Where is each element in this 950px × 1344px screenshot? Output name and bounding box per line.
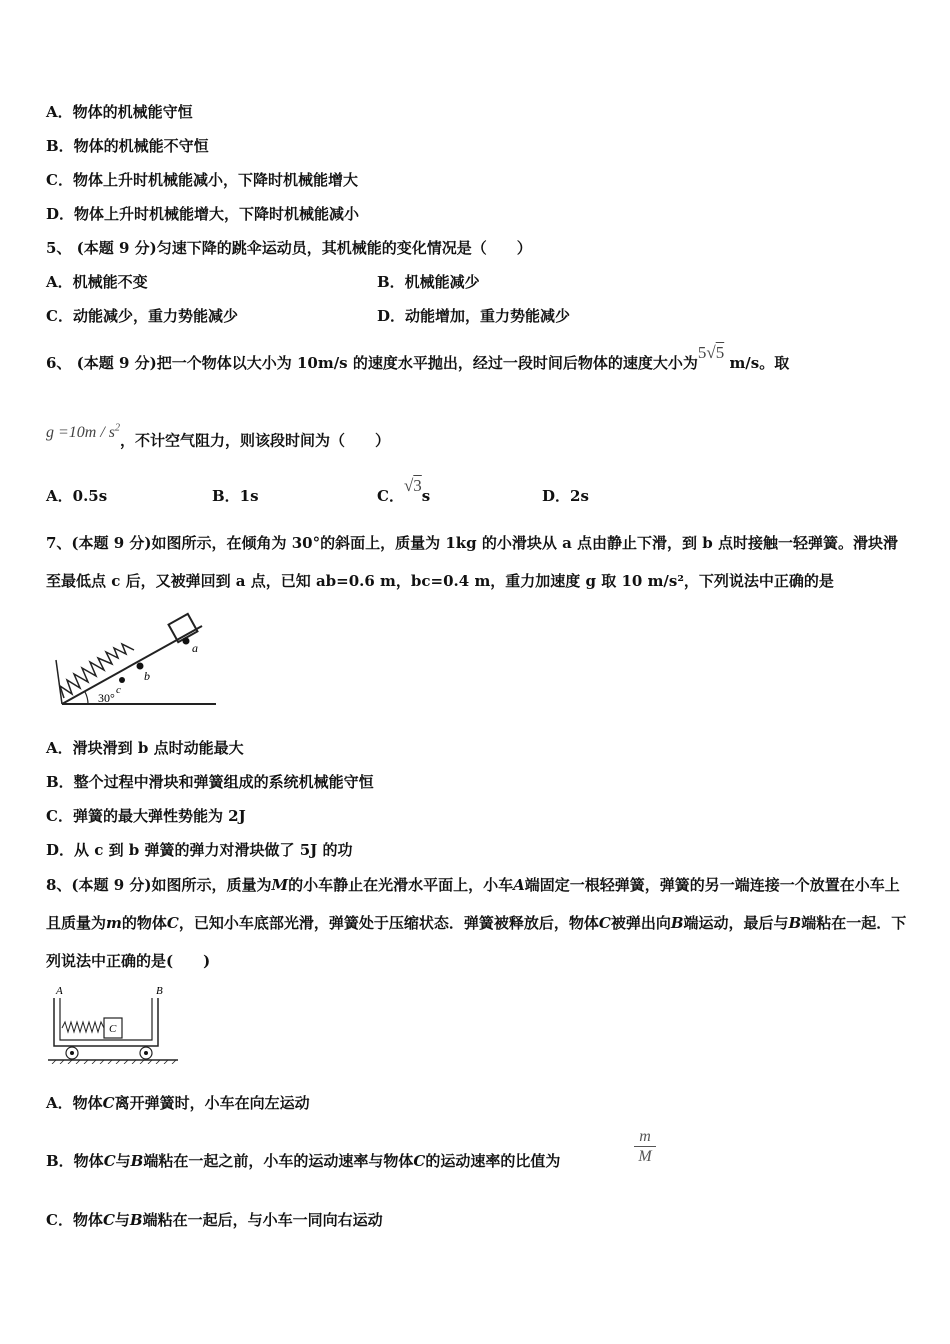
q6-option-c-radicand: 3	[413, 476, 422, 495]
q8-stem-B2: B	[788, 914, 802, 932]
q8-stem-p8: 端粘在一起．下列说法中正确的是( )	[46, 914, 907, 970]
q8-option-c	[46, 1210, 383, 1230]
q8-stem-C: C	[166, 914, 179, 932]
q8-optB-numerator: m	[634, 1128, 656, 1147]
q6-g-exponent: 2	[115, 423, 121, 434]
q5-option-d: D．动能增加，重力势能减少	[377, 307, 571, 325]
q6-stem-part1: 6、 (本题 9 分)把一个物体以大小为 10m/s 的速度水平抛出，经过一段时间后物体的速度大小为	[46, 354, 698, 372]
q8-label-C: C	[109, 1023, 117, 1035]
q6-g-expr	[46, 424, 120, 441]
q6-option-a: A．0.5s	[46, 487, 108, 505]
q7-label-c: c	[116, 684, 121, 696]
q5-option-c: C．动能减少，重力势能减少	[46, 307, 238, 325]
q6-option-b: B．1s	[212, 487, 259, 505]
q8-stem-m: m	[106, 914, 122, 932]
q8-stem-p6: 被弹出向	[610, 914, 671, 932]
q8-option-a	[46, 1093, 310, 1113]
q8-optB-C2: C	[413, 1152, 426, 1170]
q8-optB-p2: 与	[115, 1152, 131, 1170]
q6-option-d: D．2s	[542, 487, 589, 505]
q8-optC-p2: 与	[114, 1211, 130, 1229]
q7-label-a: a	[192, 641, 198, 655]
q8-stem-A: A	[513, 876, 525, 894]
q5-option-a: A．机械能不变	[46, 273, 148, 291]
q7-option-d: D．从 c 到 b 弹簧的弹力对滑块做了 5J 的功	[46, 841, 353, 859]
q8-stem	[46, 866, 908, 980]
q6-stem-part3: ，不计空气阻力，则该段时间为（ ）	[120, 431, 391, 450]
q4-option-b: B．物体的机械能不守恒	[46, 137, 209, 155]
q6-stem-line2	[46, 423, 391, 451]
q7-incline-figure	[52, 608, 222, 720]
q6-option-c-expr: √3	[403, 476, 422, 495]
q8-optB-C: C	[103, 1152, 116, 1170]
q6-option-c-label: C．	[377, 487, 404, 505]
q8-stem-p7: 端运动，最后与	[683, 914, 789, 932]
q8-optA-p2: 离开弹簧时，小车在向左运动	[114, 1094, 310, 1112]
q8-optB-p3: 端粘在一起之前，小车的运动速率与物体	[143, 1152, 414, 1170]
q6-stem-line1	[46, 343, 790, 373]
q7-label-b: b	[144, 669, 150, 683]
q8-optC-C: C	[102, 1211, 115, 1229]
q4-option-c: C．物体上升时机械能减小，下降时机械能增大	[46, 171, 358, 189]
q8-optA-p1: A．物体	[46, 1094, 103, 1112]
q8-stem-p3: 端固定一根轻弹簧，弹簧的另一端连接一个放置在小车上且质量为	[46, 876, 900, 932]
q8-optB-p1: B．物体	[46, 1152, 104, 1170]
q4-option-a: A．物体的机械能守恒	[46, 103, 193, 121]
q6-speed-expr: 5√5	[697, 343, 725, 362]
q8-stem-p4: 的物体	[121, 914, 167, 932]
q8-stem-p2: 的小车静止在光滑水平面上，小车	[288, 876, 514, 894]
q6-g-value: g =10m / s	[46, 424, 116, 442]
q8-stem-B: B	[670, 914, 684, 932]
q8-optB-p4: 的运动速率的比值为	[425, 1152, 561, 1170]
q7-option-a: A．滑块滑到 b 点时动能最大	[46, 739, 244, 757]
q8-stem-p5: ，已知小车底部光滑，弹簧处于压缩状态．弹簧被释放后，物体	[178, 914, 599, 932]
q6-speed-radicand: 5	[715, 343, 725, 362]
q4-option-d: D．物体上升时机械能增大，下降时机械能减小	[46, 205, 360, 223]
q7-option-b: B．整个过程中滑块和弹簧组成的系统机械能守恒	[46, 773, 374, 791]
q8-optB-B: B	[130, 1152, 144, 1170]
q7-stem: 7、(本题 9 分)如图所示，在倾角为 30°的斜面上，质量为 1kg 的小滑块从 a 点由静止下滑，到 b 点时接触一轻弹簧。滑块滑至最低点 c 后，又被弹回到 a 点，已知 ab=0.6 m，bc=0.4 m，重力加速度 g 取 10 m/s²，下列说法中正确的是	[46, 534, 898, 590]
q8-label-B: B	[156, 985, 163, 997]
q8-optB-fraction	[634, 1128, 656, 1167]
q6-option-c-unit: s	[421, 487, 431, 505]
q8-option-b	[46, 1151, 560, 1171]
q8-label-A: A	[56, 985, 63, 997]
q8-optA-C: C	[102, 1094, 115, 1112]
q8-optC-p1: C．物体	[46, 1211, 103, 1229]
q8-stem-C2: C	[598, 914, 611, 932]
q5-option-b: B．机械能减少	[377, 273, 480, 291]
q7-angle-label: 30°	[98, 691, 115, 705]
q8-cart-figure	[46, 982, 184, 1064]
q6-option-c	[377, 476, 431, 506]
q6-stem-part2: m/s。取	[729, 354, 790, 372]
q6-speed-coef: 5	[697, 343, 707, 362]
q8-optC-p3: 端粘在一起后，与小车一同向右运动	[142, 1211, 383, 1229]
q7-option-c: C．弹簧的最大弹性势能为 2J	[46, 807, 246, 825]
q8-optC-B: B	[129, 1211, 143, 1229]
q5-stem: 5、 (本题 9 分)匀速下降的跳伞运动员，其机械能的变化情况是（ ）	[46, 239, 532, 257]
q8-stem-p1: 8、(本题 9 分)如图所示，质量为	[46, 876, 272, 894]
q8-stem-M: M	[271, 876, 289, 894]
q8-optB-denominator: M	[638, 1148, 652, 1165]
